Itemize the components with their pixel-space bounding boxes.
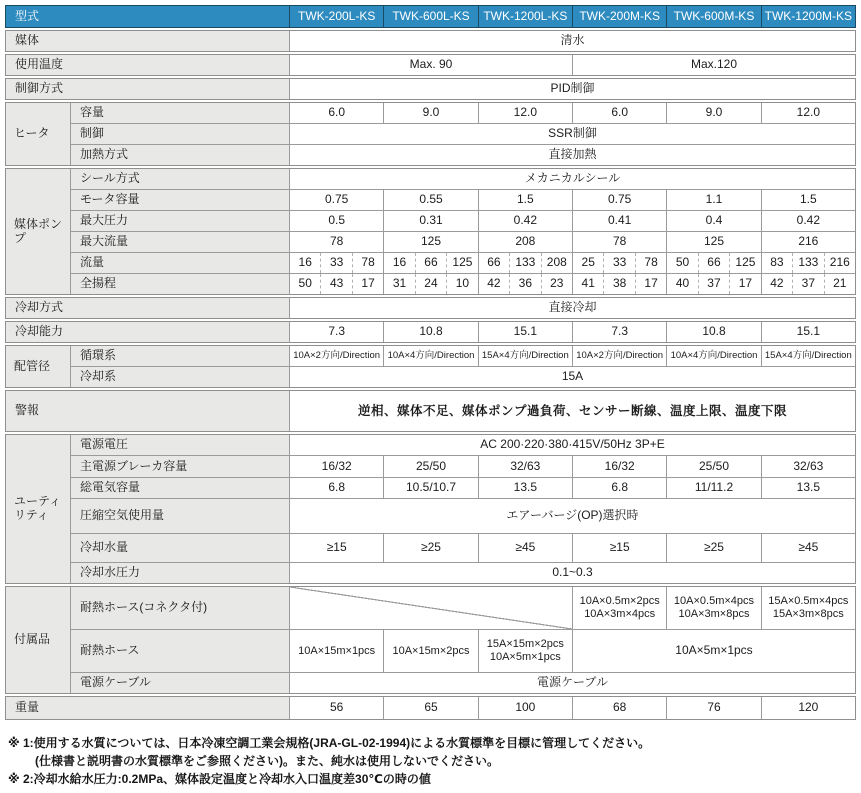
table-cell: 1.1 xyxy=(667,190,760,210)
table-cell: 125 xyxy=(667,232,760,252)
table-cell: 6.8 xyxy=(573,478,666,498)
row-label: 媒体 xyxy=(6,31,289,51)
table-subcell: 21 xyxy=(824,274,855,294)
section-heater xyxy=(5,102,856,166)
model-column-header: TWK-1200L-KS xyxy=(479,6,572,27)
row-label: 循環系 xyxy=(71,346,289,366)
table-cell: 16/32 xyxy=(290,456,383,477)
table-subcell: 17 xyxy=(729,274,760,294)
table-cell: 直接冷却 xyxy=(290,298,855,318)
table-cell: 6.0 xyxy=(290,103,383,123)
table-cell: 15A×0.5m×4pcs 15A×3m×8pcs xyxy=(762,587,855,629)
table-subcell: 25 xyxy=(581,255,595,270)
table-cell: 76 xyxy=(667,697,760,719)
section-medium-pump xyxy=(5,168,856,295)
model-column-header: TWK-200M-KS xyxy=(573,6,666,27)
table-subcell: 43 xyxy=(320,274,351,294)
table-cell: 0.5 xyxy=(290,211,383,231)
table-subcell: 66 xyxy=(415,253,446,273)
table-cell: 11/11.2 xyxy=(667,478,760,498)
table-cell: ≥15 xyxy=(573,534,666,562)
table-subcell: 37 xyxy=(698,274,729,294)
row-label: 冷却能力 xyxy=(6,322,289,342)
table-cell: SSR制御 xyxy=(290,124,855,144)
model-column-header: TWK-600M-KS xyxy=(667,6,760,27)
section-medium xyxy=(5,30,856,52)
table-cell: 1.5 xyxy=(762,190,855,210)
table-cell: PID制御 xyxy=(290,79,855,99)
table-cell: 208 xyxy=(479,232,572,252)
table-cell xyxy=(479,253,572,273)
table-cell xyxy=(667,253,760,273)
table-cell: 0.4 xyxy=(667,211,760,231)
row-label: 警報 xyxy=(6,391,289,431)
table-subcell: 17 xyxy=(352,274,383,294)
table-subcell: 83 xyxy=(770,255,784,270)
table-cell xyxy=(290,253,383,273)
table-cell: 10A×15m×2pcs xyxy=(384,630,477,672)
table-subcell: 10 xyxy=(446,274,477,294)
row-label: 容量 xyxy=(71,103,289,123)
table-cell: 0.41 xyxy=(573,211,666,231)
table-subcell: 31 xyxy=(392,276,407,291)
table-cell: 7.3 xyxy=(290,322,383,342)
table-cell: 10A×4方向/Direction xyxy=(667,346,760,366)
table-subcell: 50 xyxy=(298,276,312,291)
table-cell: 15.1 xyxy=(479,322,572,342)
table-subcell: 16 xyxy=(298,255,312,270)
model-column-header: TWK-600L-KS xyxy=(384,6,477,27)
table-cell: 電源ケーブル xyxy=(290,673,855,693)
table-cell: 216 xyxy=(762,232,855,252)
table-cell: 0.42 xyxy=(762,211,855,231)
table-cell: 78 xyxy=(290,232,383,252)
table-subcell: 125 xyxy=(729,253,760,273)
table-cell: 0.31 xyxy=(384,211,477,231)
table-subcell: 78 xyxy=(635,253,666,273)
table-cell: 7.3 xyxy=(573,322,666,342)
table-cell: 13.5 xyxy=(479,478,572,498)
table-corner-label: 型式 xyxy=(6,6,289,27)
table-subcell: 50 xyxy=(675,255,690,270)
row-label: 制御方式 xyxy=(6,79,289,99)
table-cell: ≥25 xyxy=(384,534,477,562)
table-subcell: 125 xyxy=(446,253,477,273)
table-cell xyxy=(762,253,855,273)
table-subcell: 17 xyxy=(635,274,666,294)
table-cell: 10A×2方向/Direction xyxy=(573,346,666,366)
table-cell: ≥15 xyxy=(290,534,383,562)
table-cell xyxy=(479,274,572,294)
table-cell: 13.5 xyxy=(762,478,855,498)
table-cell: 100 xyxy=(479,697,572,719)
table-cell: Max. 90 xyxy=(290,55,572,75)
table-subcell: 78 xyxy=(352,253,383,273)
table-cell: 6.8 xyxy=(290,478,383,498)
row-label: 冷却系 xyxy=(71,367,289,387)
table-cell xyxy=(384,253,477,273)
section-control-method xyxy=(5,78,856,100)
section-accessories xyxy=(5,586,856,694)
table-cell: ≥45 xyxy=(762,534,855,562)
section-model-header xyxy=(5,5,856,28)
table-cell: 12.0 xyxy=(762,103,855,123)
table-subcell: 133 xyxy=(509,253,540,273)
table-cell: 56 xyxy=(290,697,383,719)
table-cell: 25/50 xyxy=(384,456,477,477)
table-cell: 直接加熱 xyxy=(290,145,855,165)
table-subcell: 36 xyxy=(509,274,540,294)
footnote-1: ※ 1:使用する水質については、日本冷凍空調工業会規格(JRA-GL-02-1994)による水質標準を目標に管理してください。 xyxy=(8,736,651,750)
table-cell: 10.5/10.7 xyxy=(384,478,477,498)
row-label: 電源電圧 xyxy=(71,435,289,455)
row-label: 総電気容量 xyxy=(71,478,289,498)
table-cell: 15A×4方向/Direction xyxy=(479,346,572,366)
table-cell: 32/63 xyxy=(479,456,572,477)
table-subcell: 16 xyxy=(392,255,407,270)
row-group-label: ヒータ xyxy=(6,103,70,165)
table-cell: 10A×0.5m×2pcs 10A×3m×4pcs xyxy=(573,587,666,629)
table-cell xyxy=(667,274,760,294)
row-label: 制御 xyxy=(71,124,289,144)
row-label: 電源ケーブル xyxy=(71,673,289,693)
table-subcell: 133 xyxy=(792,253,823,273)
section-piping-diameter xyxy=(5,345,856,388)
table-cell: 10.8 xyxy=(667,322,760,342)
section-cooling-capacity xyxy=(5,321,856,343)
table-cell: 10A×4方向/Direction xyxy=(384,346,477,366)
section-utility xyxy=(5,434,856,584)
table-cell: ≥45 xyxy=(479,534,572,562)
table-cell: 逆相、媒体不足、媒体ポンプ過負荷、センサー断線、温度上限、温度下限 xyxy=(290,391,855,431)
table-cell: 15.1 xyxy=(762,322,855,342)
table-cell: 120 xyxy=(762,697,855,719)
row-group-label: ユーティリティ xyxy=(6,435,70,583)
table-cell: 1.5 xyxy=(479,190,572,210)
table-cell xyxy=(762,274,855,294)
row-label: 全揚程 xyxy=(71,274,289,294)
footnote-2: ※ 2:冷却水給水圧力:0.2MPa、媒体設定温度と冷却水入口温度差30℃の時の値 xyxy=(8,772,431,786)
table-cell: 15A×4方向/Direction xyxy=(762,346,855,366)
table-subcell: 41 xyxy=(581,276,595,291)
table-cell: 9.0 xyxy=(384,103,477,123)
row-label: 耐熱ホース(コネクタ付) xyxy=(71,587,289,629)
row-group-label: 付属品 xyxy=(6,587,70,693)
table-cell: 9.0 xyxy=(667,103,760,123)
table-cell: 125 xyxy=(384,232,477,252)
row-label: 冷却水量 xyxy=(71,534,289,562)
table-subcell: 33 xyxy=(603,253,634,273)
footnote-1-continued: (仕様書と説明書の水質標準をご参照ください)。また、純水は使用しないでください。 xyxy=(35,754,499,768)
table-cell: 10A×0.5m×4pcs 10A×3m×8pcs xyxy=(667,587,760,629)
table-cell: 65 xyxy=(384,697,477,719)
row-label: 最大流量 xyxy=(71,232,289,252)
section-operating-temperature xyxy=(5,54,856,76)
table-cell: 0.42 xyxy=(479,211,572,231)
row-label: 耐熱ホース xyxy=(71,630,289,672)
table-cell: 0.55 xyxy=(384,190,477,210)
table-cell: 16/32 xyxy=(573,456,666,477)
row-label: 使用温度 xyxy=(6,55,289,75)
table-cell xyxy=(384,274,477,294)
row-label: 流量 xyxy=(71,253,289,273)
table-cell: ≥25 xyxy=(667,534,760,562)
row-label: 冷却方式 xyxy=(6,298,289,318)
table-cell: 32/63 xyxy=(762,456,855,477)
table-cell: 10.8 xyxy=(384,322,477,342)
table-cell: Max.120 xyxy=(573,55,855,75)
table-cell: 清水 xyxy=(290,31,855,51)
table-cell: メカニカルシール xyxy=(290,169,855,189)
table-cell: エアーバージ(OP)選択時 xyxy=(290,499,855,533)
section-cooling-method xyxy=(5,297,856,319)
row-label: モータ容量 xyxy=(71,190,289,210)
table-cell: 15A×15m×2pcs 10A×5m×1pcs xyxy=(479,630,572,672)
table-cell: 25/50 xyxy=(667,456,760,477)
table-cell: 68 xyxy=(573,697,666,719)
section-weight xyxy=(5,696,856,720)
table-cell: AC 200·220·380·415V/50Hz 3P+E xyxy=(290,435,855,455)
table-cell xyxy=(573,253,666,273)
table-subcell: 66 xyxy=(487,255,501,270)
table-subcell: 42 xyxy=(770,276,784,291)
table-subcell: 40 xyxy=(675,276,690,291)
table-cell: 15A xyxy=(290,367,855,387)
model-column-header: TWK-1200M-KS xyxy=(762,6,855,27)
spec-table xyxy=(5,5,856,720)
row-label: 圧縮空気使用量 xyxy=(71,499,289,533)
table-cell xyxy=(290,274,383,294)
table-subcell: 33 xyxy=(320,253,351,273)
table-cell: 0.75 xyxy=(290,190,383,210)
footnotes xyxy=(8,734,855,788)
table-cell: 6.0 xyxy=(573,103,666,123)
table-subcell: 38 xyxy=(603,274,634,294)
empty-diagonal-cell xyxy=(290,587,572,629)
table-cell: 0.1~0.3 xyxy=(290,563,855,583)
row-group-label: 配管径 xyxy=(6,346,70,387)
model-column-header: TWK-200L-KS xyxy=(290,6,383,27)
table-subcell: 66 xyxy=(698,253,729,273)
row-label: 重量 xyxy=(6,697,289,719)
row-label: 加熱方式 xyxy=(71,145,289,165)
section-alarm xyxy=(5,390,856,432)
row-label: 最大圧力 xyxy=(71,211,289,231)
table-subcell: 23 xyxy=(541,274,572,294)
table-cell: 78 xyxy=(573,232,666,252)
table-cell: 10A×5m×1pcs xyxy=(573,630,855,672)
row-label: 冷却水圧力 xyxy=(71,563,289,583)
table-cell xyxy=(573,274,666,294)
table-subcell: 24 xyxy=(415,274,446,294)
table-cell: 0.75 xyxy=(573,190,666,210)
table-subcell: 216 xyxy=(824,253,855,273)
row-group-label: 媒体ポンプ xyxy=(6,169,70,294)
row-label: 主電源ブレーカ容量 xyxy=(71,456,289,477)
table-subcell: 42 xyxy=(487,276,501,291)
table-cell: 10A×2方向/Direction xyxy=(290,346,383,366)
row-label: シール方式 xyxy=(71,169,289,189)
table-subcell: 208 xyxy=(541,253,572,273)
table-subcell: 37 xyxy=(792,274,823,294)
table-cell: 12.0 xyxy=(479,103,572,123)
table-cell: 10A×15m×1pcs xyxy=(290,630,383,672)
